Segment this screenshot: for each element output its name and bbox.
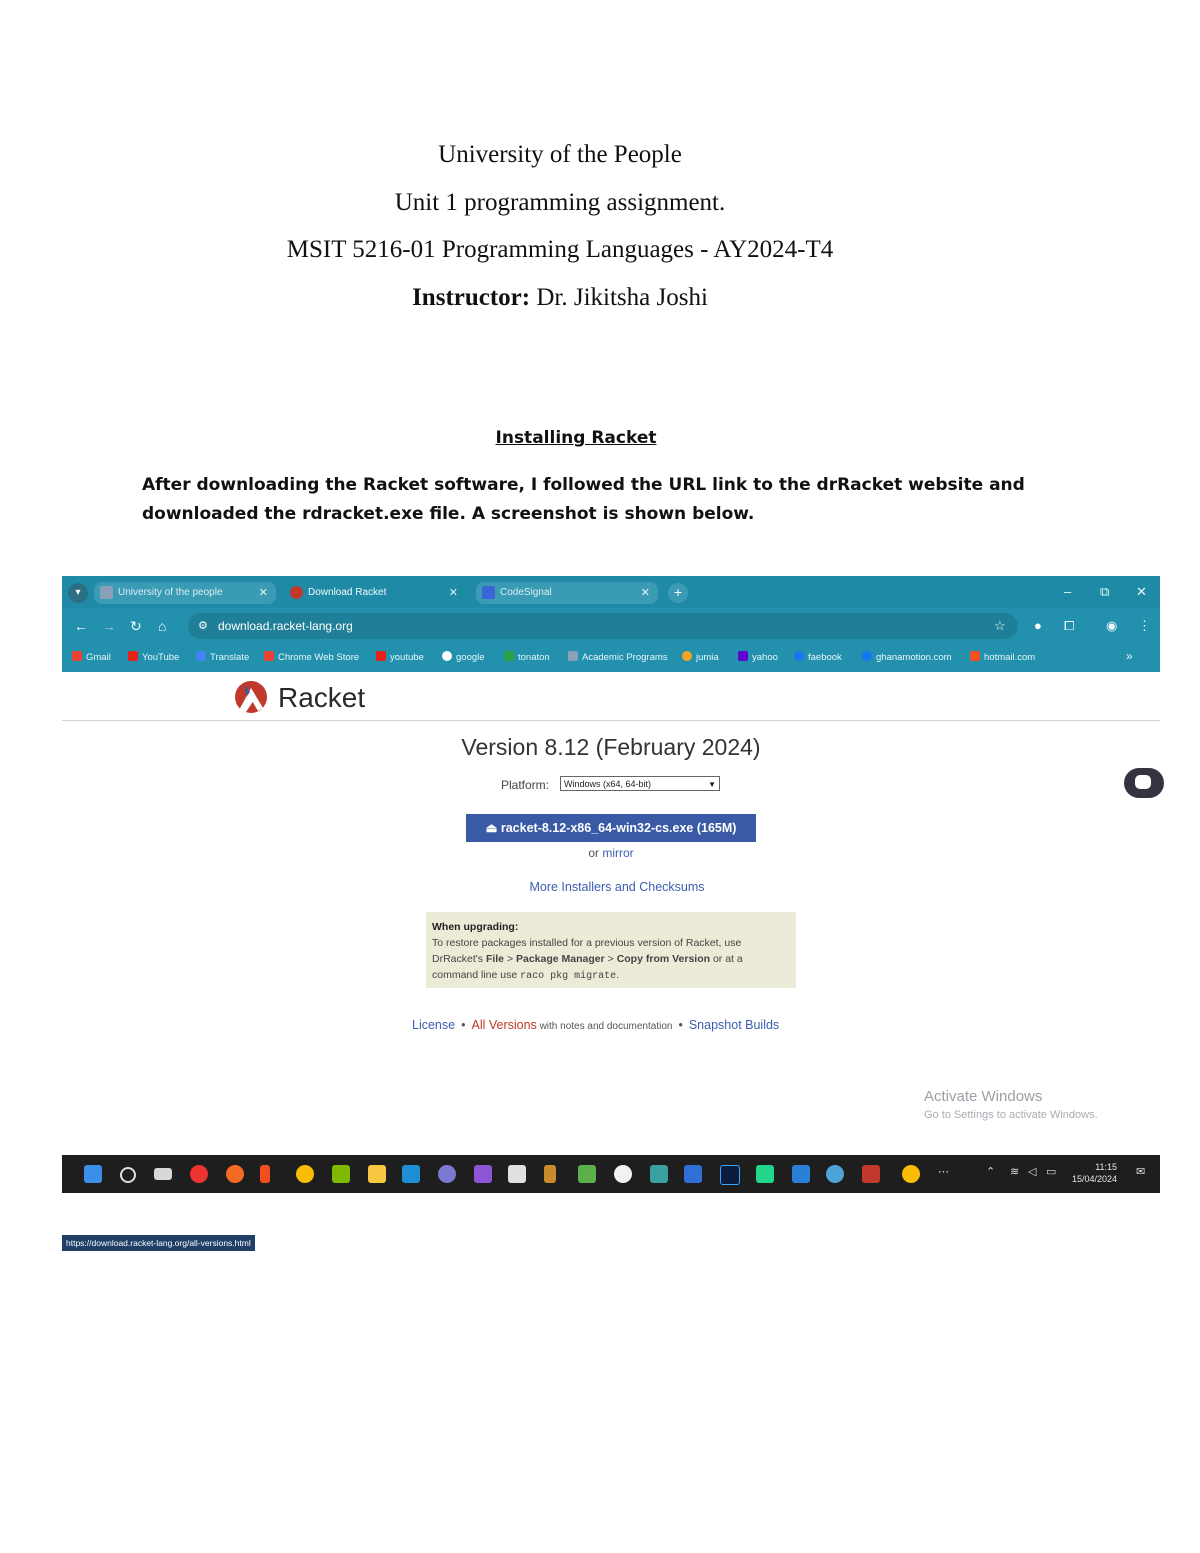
reload-icon[interactable]: ↻ [130, 618, 142, 634]
snapshot-builds-link[interactable]: Snapshot Builds [688, 1018, 780, 1032]
license-link[interactable]: License [412, 1018, 456, 1032]
section-paragraph: After downloading the Racket software, I followed the URL link to the drRacket website and downloaded the rdracket.exe file. A screenshot is shown below. [142, 475, 1025, 524]
minimize-icon[interactable]: – [1064, 584, 1072, 599]
restore-icon[interactable]: ⧉ [1100, 584, 1110, 599]
upgrade-text: or at a [710, 953, 743, 965]
upgrade-separator: > [504, 953, 516, 965]
bookmark-label: jumia [696, 652, 719, 663]
record-icon[interactable] [190, 1165, 208, 1183]
header-instructor [0, 284, 1120, 312]
microsoft-store-icon[interactable] [332, 1165, 350, 1183]
app-icon[interactable] [438, 1165, 456, 1183]
home-icon[interactable]: ⌂ [158, 618, 167, 634]
upgrade-text: command line use [432, 969, 521, 981]
bookmark-gmail[interactable] [72, 651, 111, 663]
racket-logo-icon [234, 680, 268, 714]
bookmark-hotmail[interactable] [970, 651, 1035, 663]
taskbar-clock[interactable] [1072, 1161, 1117, 1185]
bookmark-label: google [456, 652, 485, 663]
forward-icon[interactable]: → [102, 618, 116, 634]
bookmark-label: Academic Programs [582, 652, 668, 663]
upgrade-menu-file: File [485, 953, 505, 965]
pycharm-icon[interactable] [756, 1165, 774, 1183]
header-assignment: Unit 1 programming assignment. [394, 189, 726, 216]
windows-taskbar [62, 1155, 1160, 1193]
mirror-line [62, 846, 1160, 860]
upgrade-separator: > [604, 953, 617, 965]
all-versions-link[interactable]: All Versions [471, 1018, 537, 1032]
upgrade-line-3 [432, 967, 790, 985]
mirror-link[interactable]: mirror [602, 846, 634, 860]
app-icon[interactable] [614, 1165, 632, 1183]
app-icon[interactable] [826, 1165, 844, 1183]
browser-screenshot [62, 576, 1160, 1248]
racket-app-icon[interactable] [862, 1165, 880, 1183]
bookmark-label: Chrome Web Store [278, 652, 360, 663]
microsoft-icon [970, 651, 980, 661]
bookmark-label: faebook [808, 652, 842, 663]
gmail-icon [72, 651, 82, 661]
back-icon[interactable]: ← [74, 618, 88, 634]
header-course: MSIT 5216-01 Programming Languages - AY2024-T4 [286, 236, 834, 263]
show-hidden-icons-icon[interactable]: ⌃ [986, 1166, 996, 1178]
translate-icon [196, 651, 206, 661]
bookmarks-bar [62, 644, 1160, 672]
more-icons-icon[interactable]: ⋯ [938, 1166, 949, 1178]
tab-download-racket[interactable] [284, 582, 466, 604]
tonaton-icon [504, 651, 514, 661]
tab-label: CodeSignal [500, 587, 552, 598]
yahoo-icon [738, 651, 748, 661]
upgrade-text: DrRacket's [432, 953, 486, 965]
section-title: Installing Racket [495, 428, 657, 448]
bookmark-translate[interactable] [196, 651, 249, 663]
firefox-icon[interactable] [226, 1165, 244, 1183]
bookmark-star-icon[interactable]: ☆ [994, 618, 1006, 633]
activate-windows-title: Activate Windows [924, 1088, 1043, 1105]
bookmark-chrome-web-store[interactable] [264, 651, 359, 663]
close-icon[interactable]: ✕ [448, 587, 458, 599]
header-university: University of the People [438, 141, 682, 168]
all-versions-note: with notes and documentation [536, 1021, 673, 1032]
bookmark-label: YouTube [142, 652, 180, 663]
menu-kebab-icon[interactable]: ⋮ [1138, 618, 1151, 633]
tab-search-icon[interactable]: ▾ [68, 583, 88, 603]
bookmark-label: Gmail [86, 652, 111, 663]
racket-logo-text: Racket [278, 682, 366, 713]
racket-favicon-icon [290, 586, 303, 599]
bookmark-label: yahoo [752, 652, 778, 663]
status-bar-url: https://download.racket-lang.org/all-versions.html [62, 1235, 255, 1251]
tab-codesignal[interactable] [476, 582, 658, 604]
chrome-active-icon[interactable] [902, 1165, 920, 1183]
youtube-icon [128, 651, 138, 661]
platform-selected-value: Windows (x64, 64-bit) [564, 779, 652, 789]
upgrade-heading: When upgrading: [432, 921, 519, 933]
bookmark-youtube[interactable] [128, 651, 179, 663]
profile-avatar-icon[interactable]: ◉ [1106, 618, 1118, 633]
browser-toolbar [62, 608, 1160, 644]
download-button[interactable] [466, 814, 756, 842]
bookmark-tonaton[interactable] [504, 651, 550, 663]
bookmark-label: ghanamotion.com [876, 652, 952, 663]
header-divider [62, 720, 1160, 721]
upgrade-command: raco pkg migrate [520, 971, 617, 982]
bookmark-label: hotmail.com [984, 652, 1036, 663]
tab-label: University of the people [118, 587, 223, 598]
bookmark-faebook[interactable] [794, 651, 842, 663]
app-icon[interactable] [684, 1165, 702, 1183]
tab-bar [62, 576, 1160, 608]
close-icon[interactable]: ✕ [640, 587, 650, 599]
instructor-name: Dr. Jikitsha Joshi [530, 284, 708, 311]
new-tab-button[interactable]: + [668, 583, 688, 603]
platform-label: Platform: [501, 778, 550, 792]
tab-university[interactable] [94, 582, 276, 604]
visual-studio-icon[interactable] [474, 1165, 492, 1183]
download-label: racket-8.12-x86_64-win32-cs.exe (165M) [500, 821, 737, 835]
chat-bot-icon [1135, 775, 1151, 789]
task-view-icon[interactable] [154, 1168, 172, 1180]
codesignal-favicon-icon [482, 586, 495, 599]
activate-windows-subtitle: Go to Settings to activate Windows. [924, 1109, 1098, 1121]
vscode-icon[interactable] [402, 1165, 420, 1183]
file-explorer-icon[interactable] [368, 1165, 386, 1183]
wifi-icon[interactable]: ≋ [1010, 1166, 1020, 1178]
photoshop-icon[interactable] [720, 1165, 740, 1185]
upgrade-line-1: To restore packages installed for a previous version of Racket, use [432, 937, 742, 949]
bookmark-label: Translate [210, 652, 250, 663]
platform-select[interactable] [560, 776, 720, 791]
extension-icon[interactable]: ● [1034, 618, 1042, 633]
google-icon [442, 651, 452, 661]
app-icon[interactable] [508, 1165, 526, 1183]
youtube-icon [376, 651, 386, 661]
window-close-icon[interactable]: ✕ [1136, 584, 1147, 599]
bookmark-google[interactable] [442, 651, 485, 663]
bookmark-ghanamotion[interactable] [862, 651, 952, 663]
volume-icon[interactable]: ◁ [1028, 1166, 1037, 1178]
search-icon[interactable] [120, 1167, 136, 1183]
upgrade-text: . [616, 969, 620, 981]
bookmarks-overflow-icon[interactable]: » [1126, 649, 1133, 663]
instructor-label: Instructor: [412, 284, 531, 311]
app-icon[interactable] [650, 1165, 668, 1183]
chevron-down-icon: ▼ [708, 780, 716, 789]
app-icon[interactable] [792, 1165, 810, 1183]
bookmark-academic-programs[interactable] [568, 651, 668, 663]
clock-date: 15/04/2024 [1072, 1174, 1118, 1184]
jumia-icon [682, 651, 692, 661]
app-icon[interactable] [544, 1165, 556, 1183]
address-bar[interactable] [188, 613, 1018, 639]
url-text: download.racket-lang.org [218, 619, 353, 633]
close-icon[interactable]: ✕ [258, 587, 268, 599]
university-favicon-icon [100, 586, 113, 599]
tab-label: Download Racket [308, 587, 387, 598]
chrome-icon[interactable] [296, 1165, 314, 1183]
bullet-separator: • [461, 1018, 466, 1032]
more-installers-link[interactable]: More Installers and Checksums [529, 880, 705, 894]
bookmark-yahoo[interactable] [738, 651, 778, 663]
bookmark-label: tonaton [518, 652, 550, 663]
clock-time: 11:15 [1095, 1162, 1118, 1172]
upgrade-note [426, 912, 796, 988]
download-icon: ⏏ [485, 821, 498, 835]
bookmark-label: youtube [390, 652, 424, 663]
site-info-icon[interactable]: ⚙ [198, 620, 208, 632]
extensions-puzzle-icon[interactable]: ⧠ [1064, 618, 1075, 633]
app-icon[interactable] [578, 1165, 596, 1183]
bookmark-jumia[interactable] [682, 651, 719, 663]
academic-programs-icon [568, 651, 578, 661]
or-text: or [588, 846, 603, 860]
facebook-icon [862, 651, 872, 661]
chrome-web-store-icon [264, 651, 274, 661]
footer-links [412, 1018, 779, 1032]
figma-icon[interactable] [260, 1165, 270, 1183]
bookmark-youtube-2[interactable] [376, 651, 424, 663]
upgrade-menu-copy-from-version: Copy from Version [616, 953, 711, 965]
battery-icon[interactable]: ▭ [1046, 1166, 1057, 1178]
facebook-icon [794, 651, 804, 661]
windows-start-icon[interactable] [84, 1165, 102, 1183]
bullet-separator: • [678, 1018, 683, 1032]
upgrade-menu-package-manager: Package Manager [516, 953, 605, 965]
notification-icon[interactable]: ✉ [1136, 1166, 1146, 1178]
upgrade-line-2 [432, 951, 790, 967]
chat-widget-button[interactable] [1124, 768, 1164, 798]
version-heading: Version 8.12 (February 2024) [461, 734, 761, 760]
